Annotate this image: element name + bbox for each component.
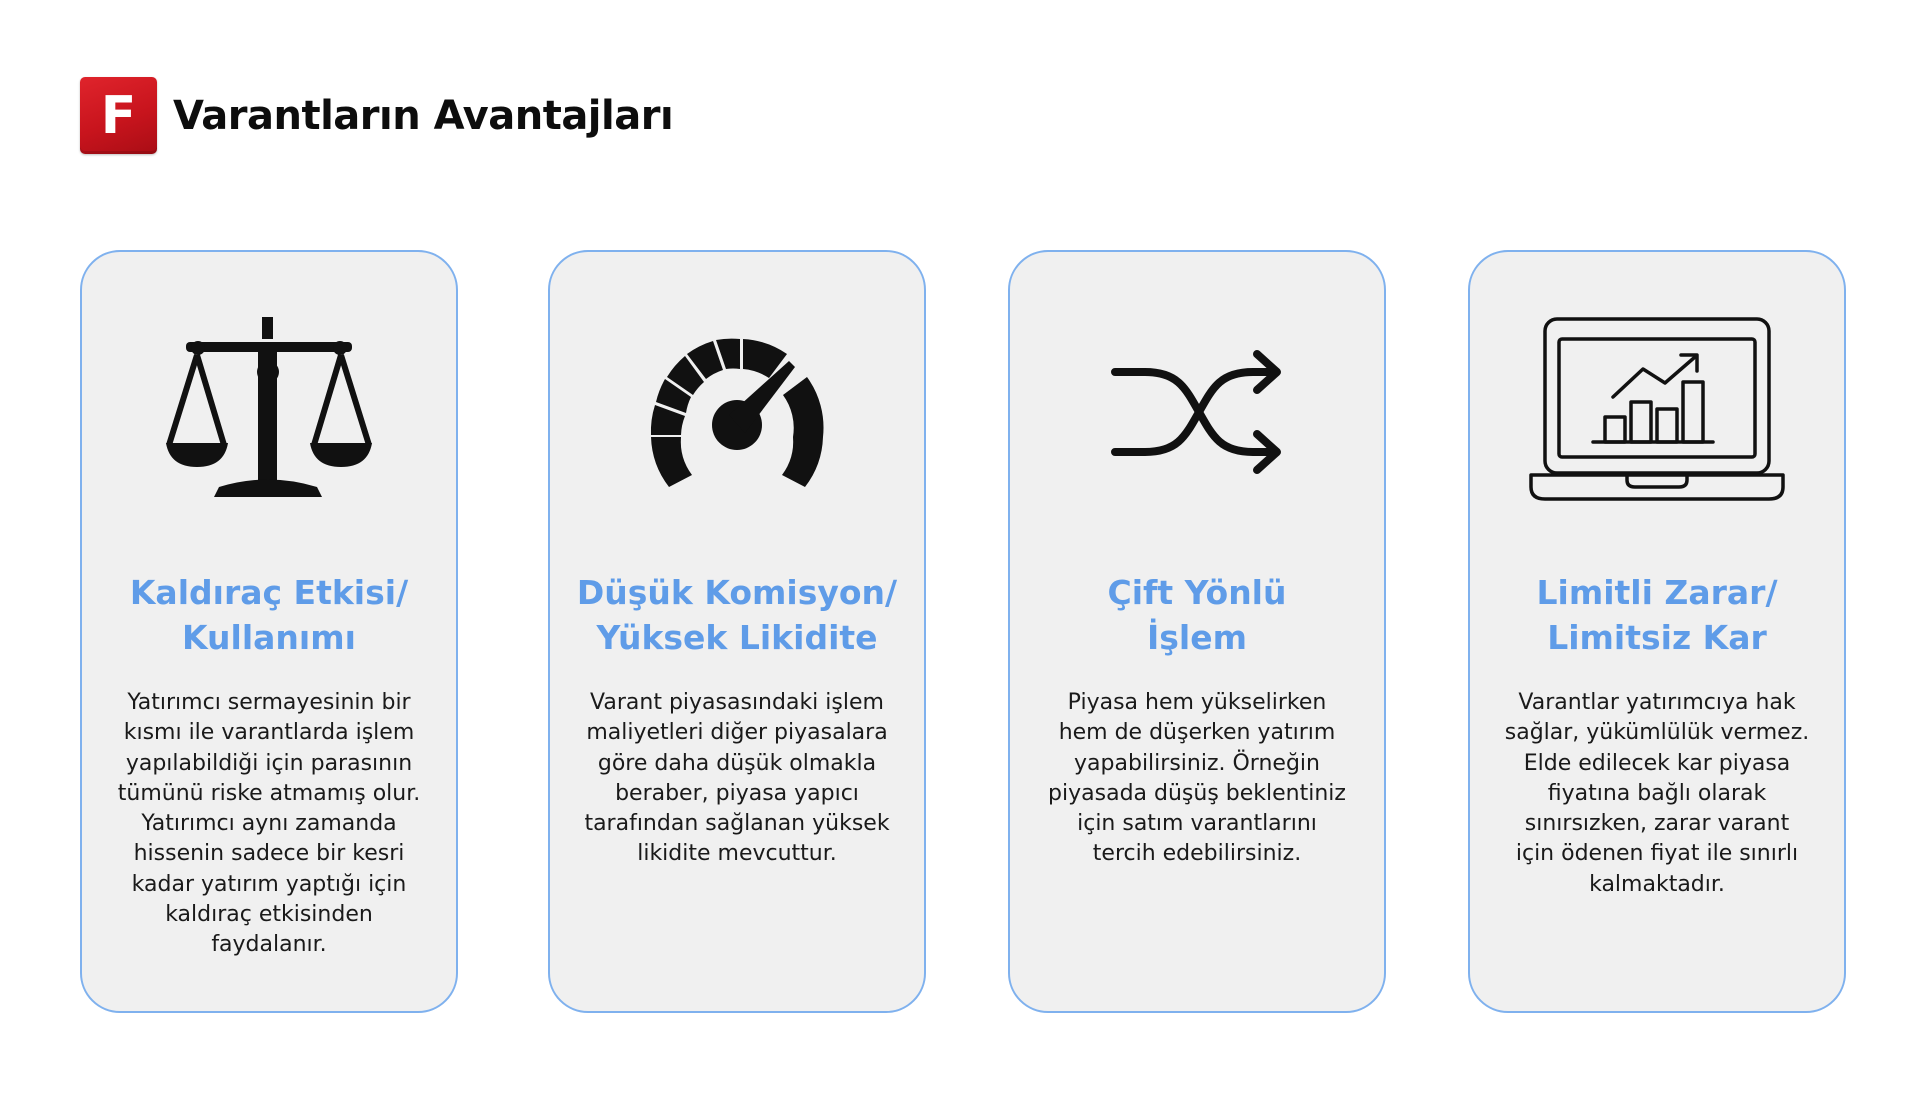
card-title: Çift Yönlü İşlem (1107, 573, 1287, 657)
laptop-chart-icon (1470, 317, 1844, 507)
card-low-commission (548, 250, 926, 1013)
card-title: Kaldıraç Etkisi/ Kullanımı (129, 573, 409, 657)
shuffle-arrows-icon (1010, 317, 1384, 507)
page-title: Varantların Avantajları (173, 92, 674, 139)
card-title: Limitli Zarar/ Limitsiz Kar (1536, 573, 1778, 657)
speedometer-icon (550, 317, 924, 507)
scales-icon (82, 317, 456, 507)
brand-logo: F (80, 77, 157, 154)
card-leverage (80, 250, 458, 1013)
card-title: Düşük Komisyon/ Yüksek Likidite (576, 573, 898, 657)
card-two-way-trading (1008, 250, 1386, 1013)
page-header (80, 77, 673, 154)
card-description: Varant piyasasındaki işlem maliyetleri diğer piyasalara göre daha düşük olmakla beraber, piyasa yapıcı tarafından sağlanan yüksek likidite mevcuttur. (584, 690, 890, 867)
card-description: Varantlar yatırımcıya hak sağlar, yükümlülük vermez. Elde edilecek kar piyasa fiyatına bağlı olarak sınırsızken, zarar varant için ödenen fiyat ile sınırlı kalmaktadır. (1504, 690, 1810, 897)
card-description: Piyasa hem yükselirken hem de düşerken yatırım yapabilirsiniz. Örneğin piyasada düşüş beklentiniz için satım varantlarını tercih edebilirsiniz. (1048, 690, 1346, 867)
card-limited-loss (1468, 250, 1846, 1013)
card-description: Yatırımcı sermayesinin bir kısmı ile varantlarda işlem yapılabildiği için parasının tümünü riske atmamış olur. Yatırımcı aynı zamanda hissenin sadece bir kesri kadar yatırım yaptığı için kaldıraç etkisinden faydalanır. (117, 690, 421, 958)
